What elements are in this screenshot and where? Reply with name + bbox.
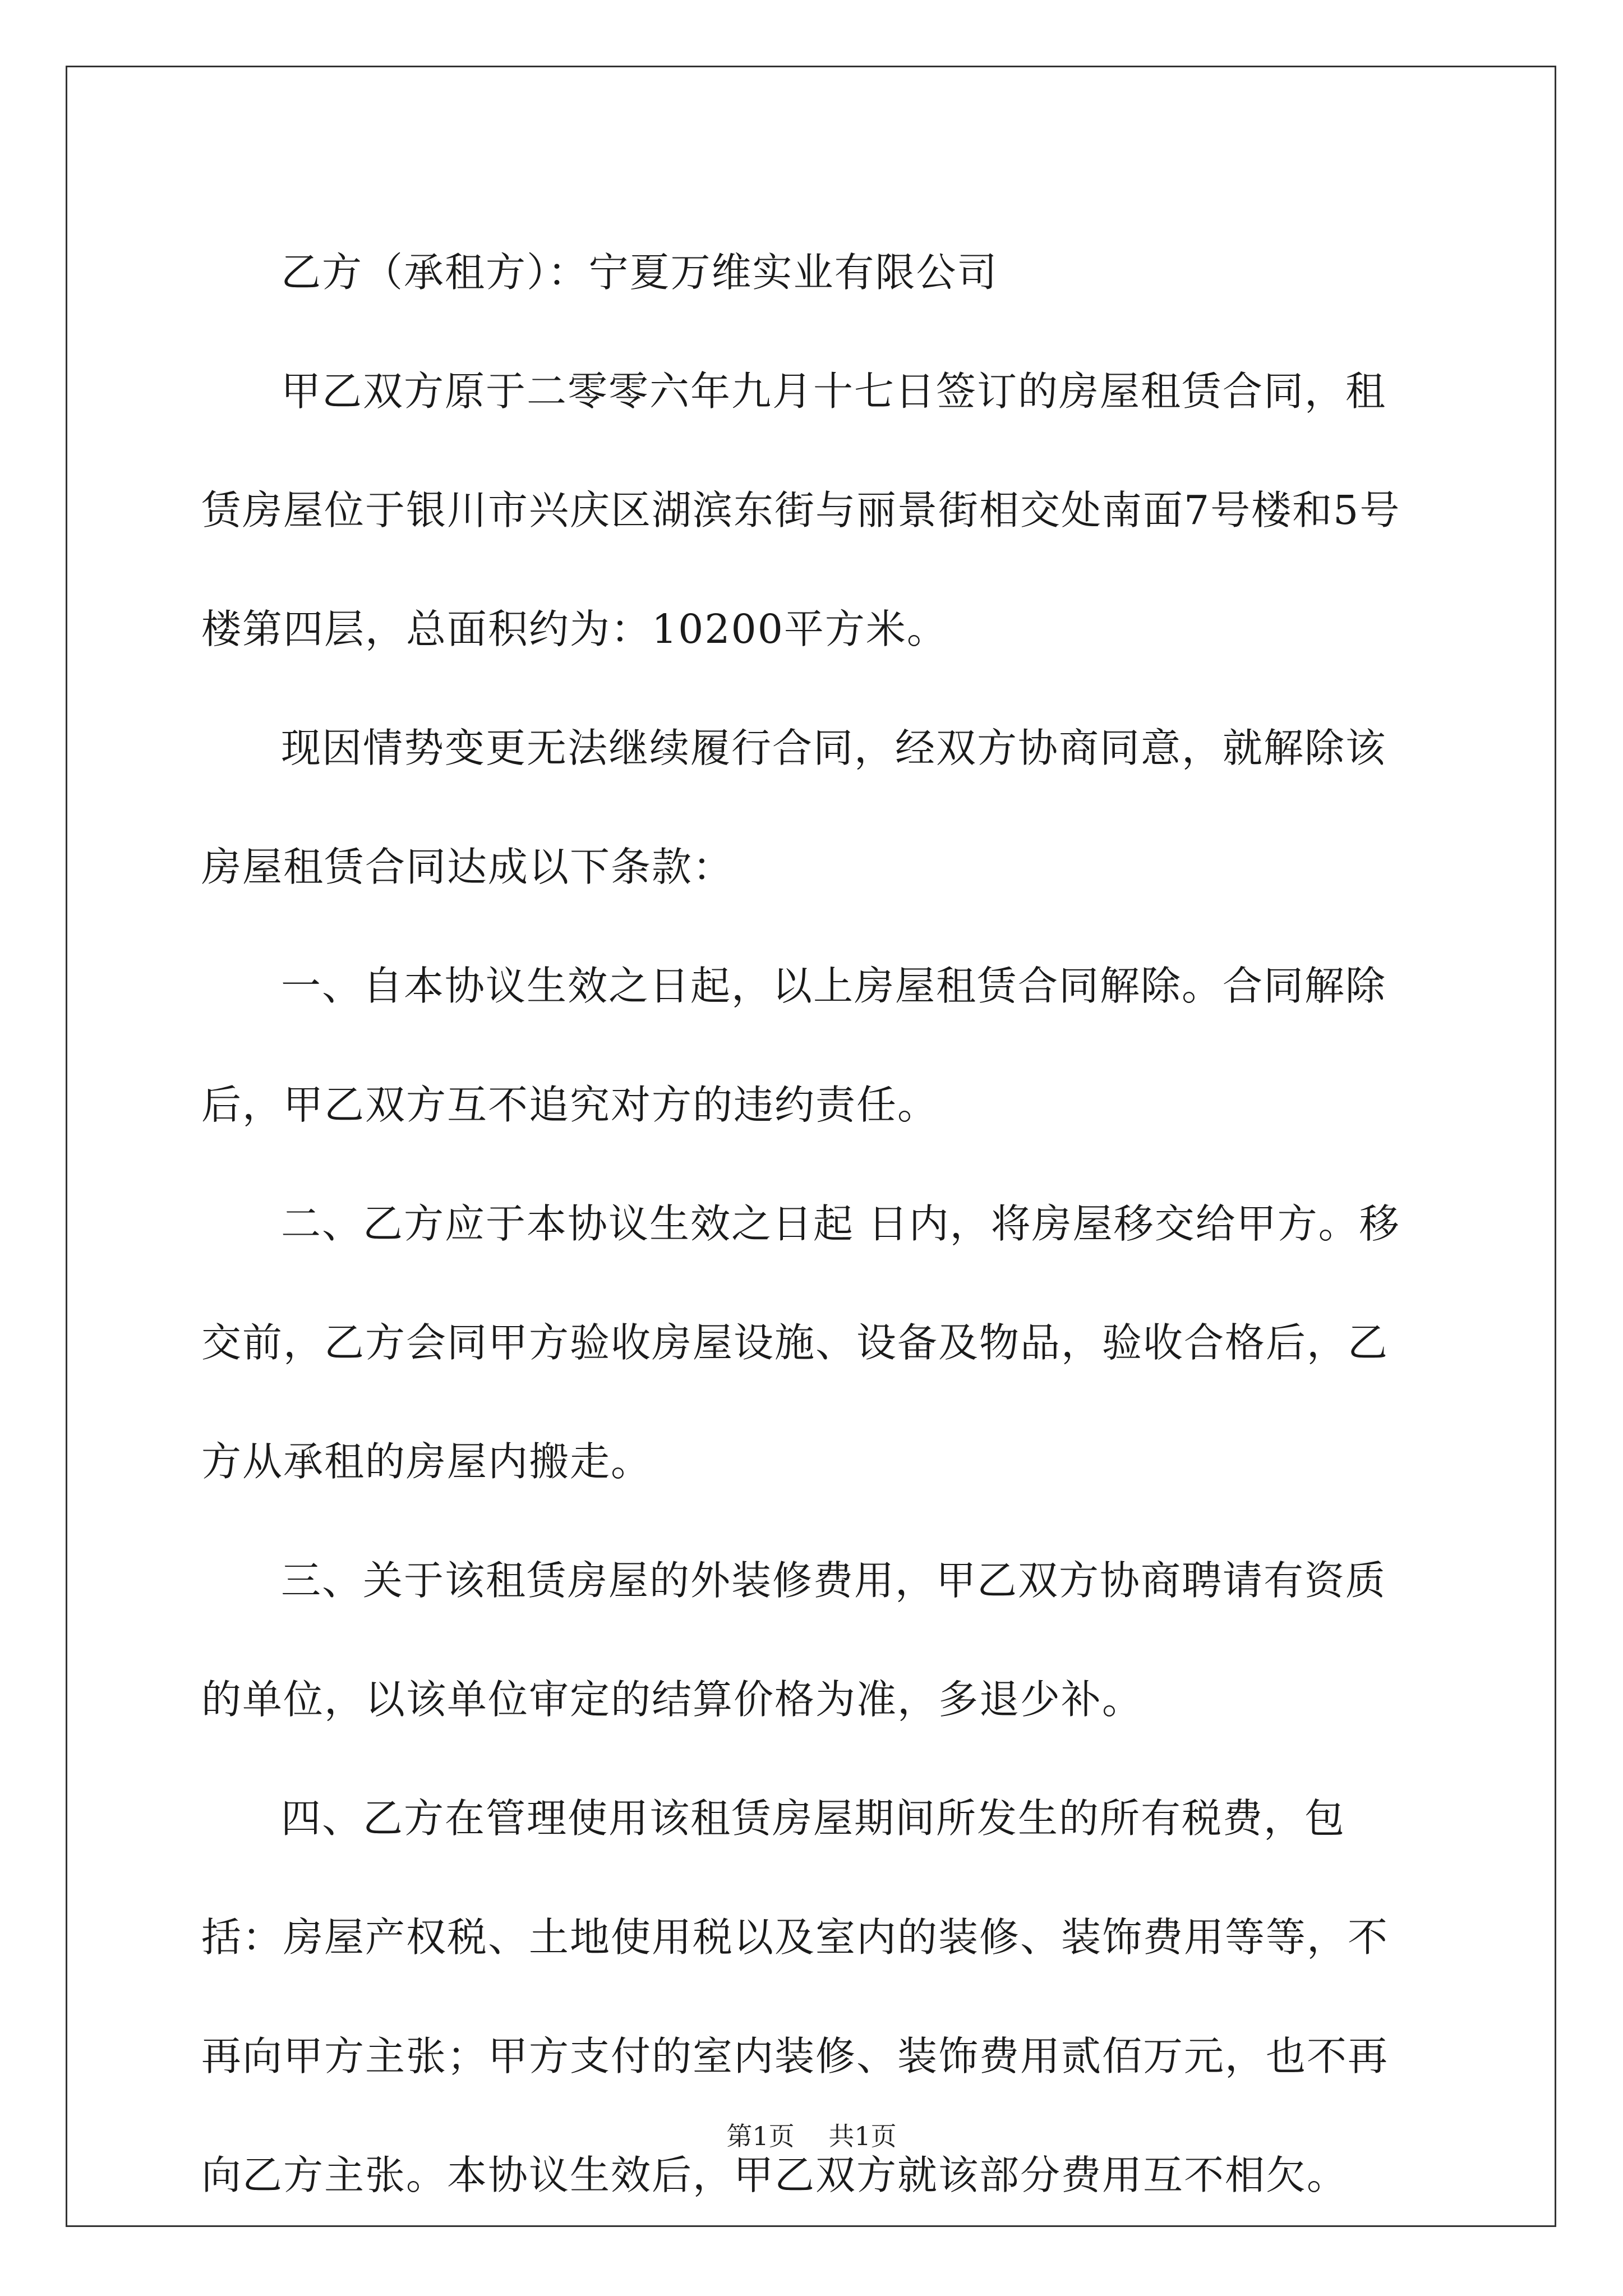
- page-footer: [0, 2119, 1623, 2153]
- clause-one: 一、自本协议生效之日起，以上房屋租赁合同解除。合同解除后，甲乙双方互不追究对方的违约责任。: [201, 963, 1387, 1128]
- paragraph-lessee: 乙方（承租方）：宁夏万维实业有限公司: [281, 249, 998, 296]
- paragraph-termination-reason: 现因情势变更无法继续履行合同，经双方协商同意，就解除该房屋租赁合同达成以下条款：: [201, 725, 1387, 890]
- clause-two: 二、乙方应于本协议生效之日起 日内，将房屋移交给甲方。移交前，乙方会同甲方验收房屋设施、设备及物品，验收合格后，乙方从承租的房屋内搬走。: [201, 1200, 1400, 1485]
- page-number-current: 第1页: [726, 2121, 795, 2151]
- clause-four: 四、乙方在管理使用该租赁房屋期间所发生的所有税费，包括：房屋产权税、土地使用税以及室内的装修、装饰费用等等，不再向甲方主张；甲方支付的室内装修、装饰费用贰佰万元，也不再向乙方主张。本协议生效后，甲乙双方就该部分费用互不相欠。: [201, 1795, 1389, 2198]
- page-number-total: 共1页: [828, 2121, 897, 2151]
- clause-three: 三、关于该租赁房屋的外装修费用，甲乙双方协商聘请有资质的单位，以该单位审定的结算价格为准，多退少补。: [201, 1557, 1387, 1723]
- document-body: [201, 213, 1421, 2235]
- paragraph-original-contract: 甲乙双方原于二零零六年九月十七日签订的房屋租赁合同，租赁房屋位于银川市兴庆区湖滨东街与丽景街相交处南面7号楼和5号楼第四层，总面积约为：10200平方米。: [201, 368, 1401, 652]
